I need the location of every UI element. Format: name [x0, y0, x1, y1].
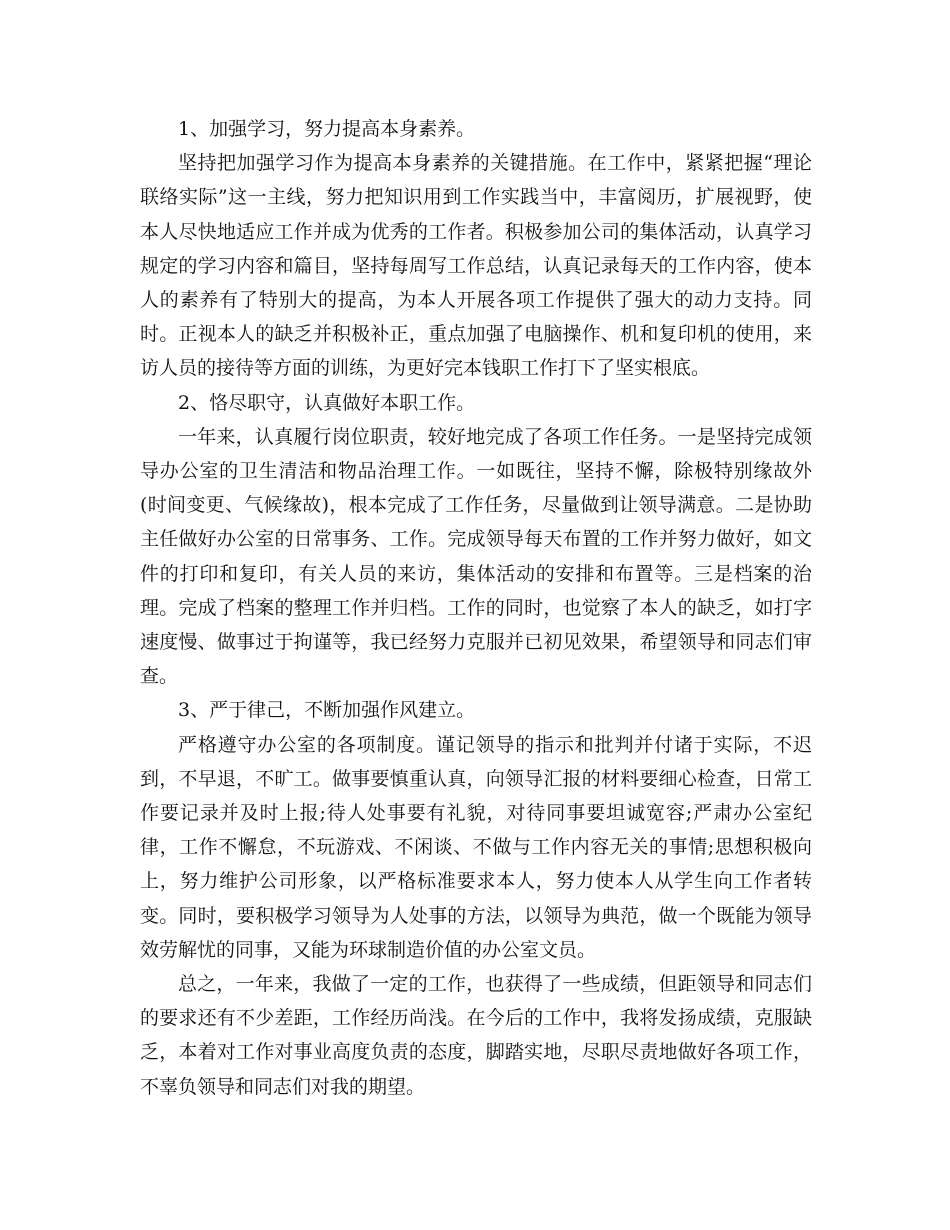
paragraph-duties: 一年来，认真履行岗位职责，较好地完成了各项工作任务。一是坚持完成领导办公室的卫生清洁和物品治理工作。一如既往，坚持不懈，除极特别缘故外(时间变更、气候缘故)，根本完成了工作任务，尽量做到让领导满意。二是协助主任做好办公室的日常事务、工作。完成领导每天布置的工作并努力做好，如文件的打印和复印，有关人员的来访，集体活动的安排和布置等。三是档案的治理。完成了档案的整理工作并归档。工作的同时，也觉察了本人的缺乏，如打字速度慢、做事过于拘谨等，我已经努力克服并已初见效果，希望领导和同志们审查。 [140, 425, 812, 688]
section-heading-2: 2、恪尽职守，认真做好本职工作。 [178, 391, 476, 414]
paragraph-study: 坚持把加强学习作为提高本身素养的关键措施。在工作中，紧紧把握“理论联络实际”这一主线，努力把知识用到工作实践当中，丰富阅历，扩展视野，使本人尽快地适应工作并成为优秀的工作者。积极参加公司的集体活动，认真学习规定的学习内容和篇目，坚持每周写工作总结，认真记录每天的工作内容，使本人的素养有了特别大的提高，为本人开展各项工作提供了强大的动力支持。同时。正视本人的缺乏并积极补正，重点加强了电脑操作、机和复印机的使用，来访人员的接待等方面的训练，为更好完本钱职工作打下了坚实根底。 [140, 152, 812, 380]
section-heading-1: 1、加强学习，努力提高本身素养。 [178, 118, 476, 140]
section-heading-3: 3、严于律己，不断加强作风建立。 [178, 699, 476, 722]
paragraph-summary: 总之，一年来，我做了一定的工作，也获得了一些成绩，但距领导和同志们的要求还有不少差距，工作经历尚浅。在今后的工作中，我将发扬成绩，克服缺乏，本着对工作对事业高度负责的态度，脚踏实地，尽职尽责地做好各项工作，不辜负领导和同志们对我的期望。 [140, 973, 812, 1098]
paragraph-discipline: 严格遵守办公室的各项制度。谨记领导的指示和批判并付诸于实际，不迟到，不早退，不旷工。做事要慎重认真，向领导汇报的材料要细心检查，日常工作要记录并及时上报;待人处事要有礼貌，对待同事要坦诚宽容;严肃办公室纪律，工作不懈怠，不玩游戏、不闲谈、不做与工作内容无关的事情;思想积极向上，努力维护公司形象，以严格标准要求本人，努力使本人从学生向工作者转变。同时，要积极学习领导为人处事的方法，以领导为典范，做一个既能为领导效劳解忧的同事，又能为环球制造价值的办公室文员。 [140, 733, 812, 961]
document-body [140, 112, 812, 1104]
